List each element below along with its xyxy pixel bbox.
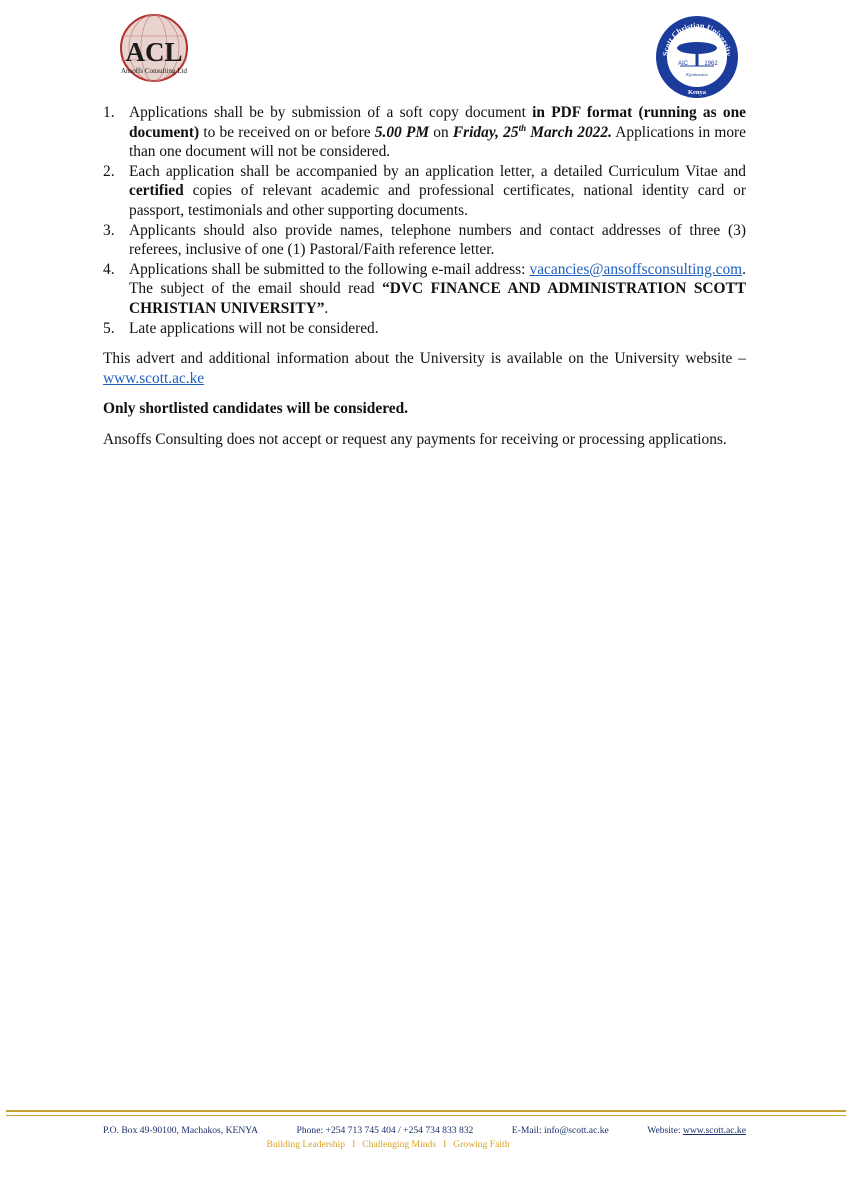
list-item — [103, 162, 746, 221]
advert-paragraph — [103, 349, 746, 388]
tagline-minds: Challenging Minds — [362, 1139, 437, 1150]
list-item-text: on — [429, 123, 453, 141]
university-logo-arc-text: Scott Christian University — [660, 20, 734, 57]
acl-logo-initials: ACL — [125, 37, 183, 67]
footer-website — [647, 1125, 746, 1136]
list-item — [103, 221, 746, 260]
list-item-number: 1. — [103, 104, 115, 121]
tagline-faith: Growing Faith — [453, 1139, 510, 1150]
deadline-month-year: March 2022. — [526, 123, 612, 141]
university-logo-aic: AIC — [677, 61, 689, 67]
footer-contact-line — [103, 1125, 746, 1136]
tagline-separator: I — [443, 1139, 447, 1150]
list-item-text: to be received on or before — [199, 123, 375, 141]
deadline-time: 5.00 PM — [374, 123, 430, 141]
university-logo — [654, 14, 740, 100]
list-item-text: Each application shall be accompanied by an application letter, a detailed Curriculum Vitae and — [129, 162, 746, 180]
list-item-text: . The subject of the email should read — [129, 260, 746, 298]
tagline-separator: I — [352, 1139, 356, 1150]
document-body — [103, 103, 746, 450]
list-item-number: 2. — [103, 162, 115, 180]
acl-logo — [112, 12, 196, 88]
email-subject-line: “DVC FINANCE AND ADMINISTRATION SCOTT CHRISTIAN UNIVERSITY” — [129, 280, 747, 317]
list-item-text: Applications shall be by submission of a soft copy document — [129, 104, 533, 121]
tagline-leadership: Building Leadership — [266, 1139, 346, 1150]
list-item — [103, 103, 746, 162]
university-logo-motto: Kijabeusitto — [685, 72, 709, 77]
list-item-text: Applicants should also provide names, telephone numbers and contact addresses of three (3) referees, inclusive of one (1) Pastoral/Faith reference letter. — [129, 221, 746, 259]
footer-address: P.O. Box 49-90100, Machakos, KENYA — [103, 1125, 259, 1136]
footer-phone: Phone: +254 713 745 404 / +254 734 833 832 — [296, 1125, 474, 1136]
acl-logo-company: Ansoffs Consulting Ltd — [121, 67, 187, 75]
certified-emphasis: certified — [129, 182, 184, 200]
deadline-date: Friday, 25 — [452, 123, 519, 141]
shortlist-note: Only shortlisted candidates will be considered. — [103, 400, 408, 418]
footer-email: E-Mail: info@scott.ac.ke — [511, 1125, 609, 1136]
list-item — [103, 260, 746, 319]
list-item — [103, 319, 746, 339]
advert-text: This advert and additional information about the University is available on the University website – — [103, 350, 746, 368]
list-item-text: Applications shall be submitted to the following e-mail address: — [129, 260, 530, 278]
list-item-text: Applications in more than one document will not be considered. — [129, 123, 746, 161]
requirements-list — [103, 103, 746, 338]
footer-tagline — [103, 1139, 673, 1150]
date-ordinal-suffix: th — [518, 122, 527, 133]
university-logo-country: Kenya — [687, 89, 707, 96]
list-item-number: 5. — [103, 319, 115, 337]
footer-website-link[interactable]: www.scott.ac.ke — [682, 1125, 746, 1136]
footer-divider — [6, 1110, 846, 1116]
payment-disclaimer: Ansoffs Consulting does not accept or request any payments for receiving or processing applications. — [103, 430, 727, 448]
university-logo-year: 1962 — [704, 61, 718, 67]
vacancies-email-link[interactable]: vacancies@ansoffsconsulting.com — [529, 260, 743, 278]
list-item-number: 3. — [103, 221, 115, 239]
university-website-link[interactable]: www.scott.ac.ke — [103, 369, 205, 387]
list-item-number: 4. — [103, 260, 115, 278]
footer-website-label: Website: — [647, 1125, 681, 1136]
list-item-text: copies of relevant academic and professional certificates, national identity card or passport, testimonials and other supporting documents. — [129, 182, 746, 219]
pdf-format-emphasis: in PDF format (running as one document) — [129, 104, 746, 141]
list-item-text: . — [324, 299, 329, 317]
list-item-text: Late applications will not be considered. — [129, 319, 379, 337]
